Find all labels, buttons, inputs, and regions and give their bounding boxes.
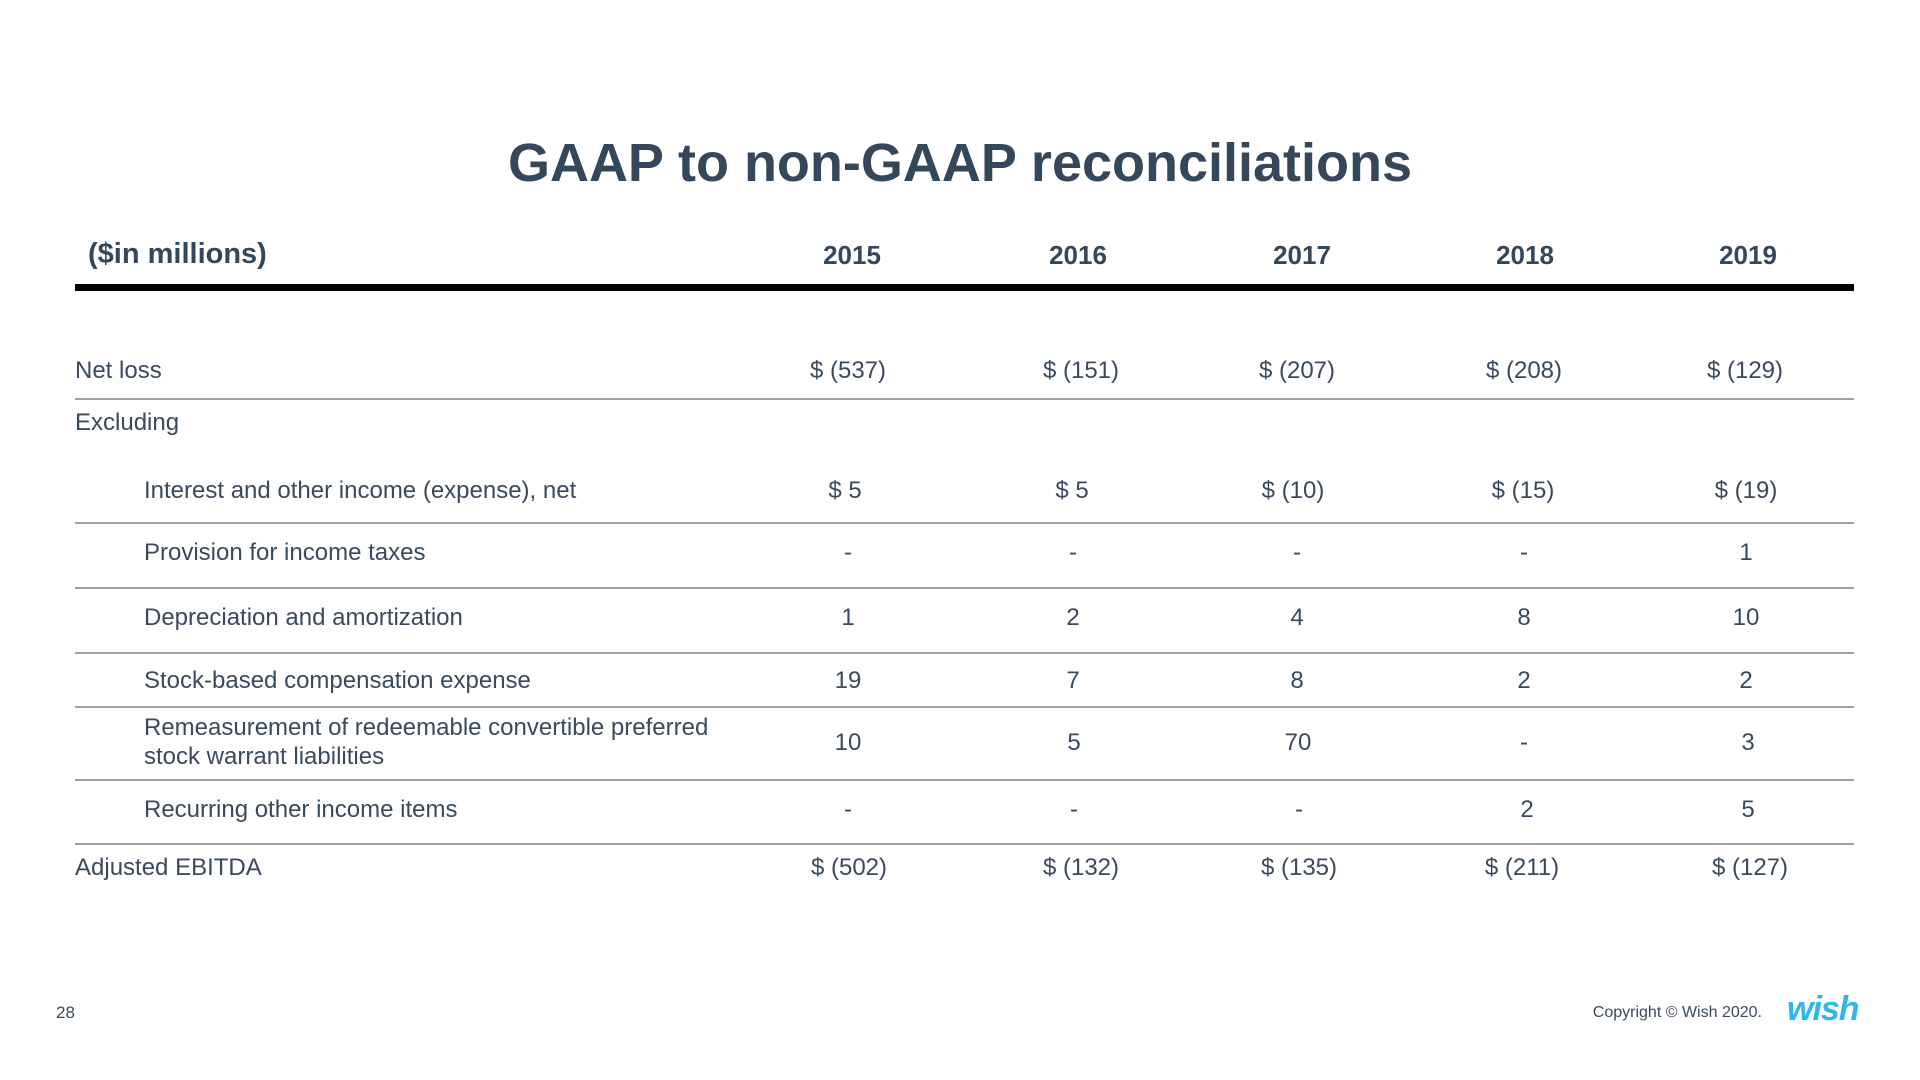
cell-2015: -: [844, 539, 852, 566]
row-label-line2: stock warrant liabilities: [144, 743, 385, 770]
cell-2016: $ 5: [1055, 477, 1089, 504]
page-number: 28: [56, 1003, 75, 1022]
table-row-adjusted-ebitda: [75, 845, 1854, 895]
cell-2017: -: [1295, 796, 1303, 823]
cell-2017: $ (10): [1261, 477, 1325, 504]
cell-2016: 5: [1067, 729, 1081, 756]
cell-2018: 8: [1517, 604, 1531, 631]
cell-2019: 2: [1739, 667, 1753, 694]
copyright-text: Copyright © Wish 2020.: [1592, 1004, 1762, 1021]
cell-2018: $ (211): [1484, 854, 1560, 881]
reconciliation-table: [75, 232, 1854, 881]
cell-2017: 4: [1290, 604, 1304, 631]
cell-2017: $ (207): [1258, 357, 1336, 384]
cell-2019: 10: [1732, 604, 1760, 631]
year-header-2019: 2019: [1719, 240, 1777, 270]
row-label: Interest and other income (expense), net: [144, 477, 577, 504]
cell-2016: -: [1070, 796, 1078, 823]
unit-label: ($in millions): [88, 238, 267, 270]
cell-2017: 70: [1284, 729, 1312, 756]
cell-2019: $ (129): [1706, 357, 1784, 384]
year-header-2015: 2015: [823, 240, 881, 270]
page-title: GAAP to non-GAAP reconciliations: [507, 133, 1413, 193]
row-label: Recurring other income items: [144, 796, 458, 823]
cell-2017: 8: [1290, 667, 1304, 694]
cell-2015: $ (502): [810, 854, 888, 881]
cell-2018: -: [1520, 729, 1528, 756]
cell-2019: 5: [1741, 796, 1755, 823]
table-row-excluding: [75, 400, 1854, 446]
row-label: Stock-based compensation expense: [144, 667, 531, 694]
table-row-provision: [75, 524, 1854, 589]
cell-2017: $ (135): [1260, 854, 1338, 881]
cell-2016: 7: [1066, 667, 1080, 694]
cell-2019: $ (19): [1714, 477, 1778, 504]
row-label: Provision for income taxes: [144, 539, 426, 566]
cell-2016: 2: [1066, 604, 1080, 631]
table-row-remeasurement: [75, 708, 1854, 781]
cell-2015: 1: [841, 604, 855, 631]
row-label: Adjusted EBITDA: [75, 854, 262, 881]
row-label: Excluding: [75, 409, 180, 436]
cell-2015: -: [844, 796, 852, 823]
year-header-2016: 2016: [1049, 240, 1107, 270]
cell-2018: 2: [1517, 667, 1531, 694]
cell-2018: $ (208): [1485, 357, 1563, 384]
year-header-2018: 2018: [1496, 240, 1554, 270]
table-row-interest: [75, 456, 1854, 524]
row-label: Net loss: [75, 357, 162, 384]
cell-2019: 3: [1741, 729, 1755, 756]
table-row-depreciation: [75, 589, 1854, 654]
row-label: Depreciation and amortization: [144, 604, 463, 631]
cell-2016: $ (132): [1042, 854, 1120, 881]
table-row-stock-comp: [75, 654, 1854, 708]
table-header: [75, 232, 1854, 291]
cell-2017: -: [1293, 539, 1301, 566]
cell-2015: $ 5: [828, 477, 862, 504]
cell-2016: -: [1069, 539, 1077, 566]
cell-2015: 19: [834, 667, 862, 694]
cell-2015: 10: [834, 729, 862, 756]
cell-2015: $ (537): [809, 357, 887, 384]
cell-2018: -: [1520, 539, 1528, 566]
year-header-2017: 2017: [1273, 240, 1331, 270]
wish-logo: wish: [1787, 990, 1859, 1028]
table-row-net-loss: [75, 344, 1854, 400]
cell-2019: 1: [1739, 539, 1753, 566]
cell-2016: $ (151): [1042, 357, 1120, 384]
row-label: Remeasurement of redeemable convertible preferred: [144, 714, 709, 741]
table-row-recurring: [75, 781, 1854, 845]
cell-2018: 2: [1520, 796, 1534, 823]
cell-2018: $ (15): [1491, 477, 1555, 504]
cell-2019: $ (127): [1711, 854, 1789, 881]
